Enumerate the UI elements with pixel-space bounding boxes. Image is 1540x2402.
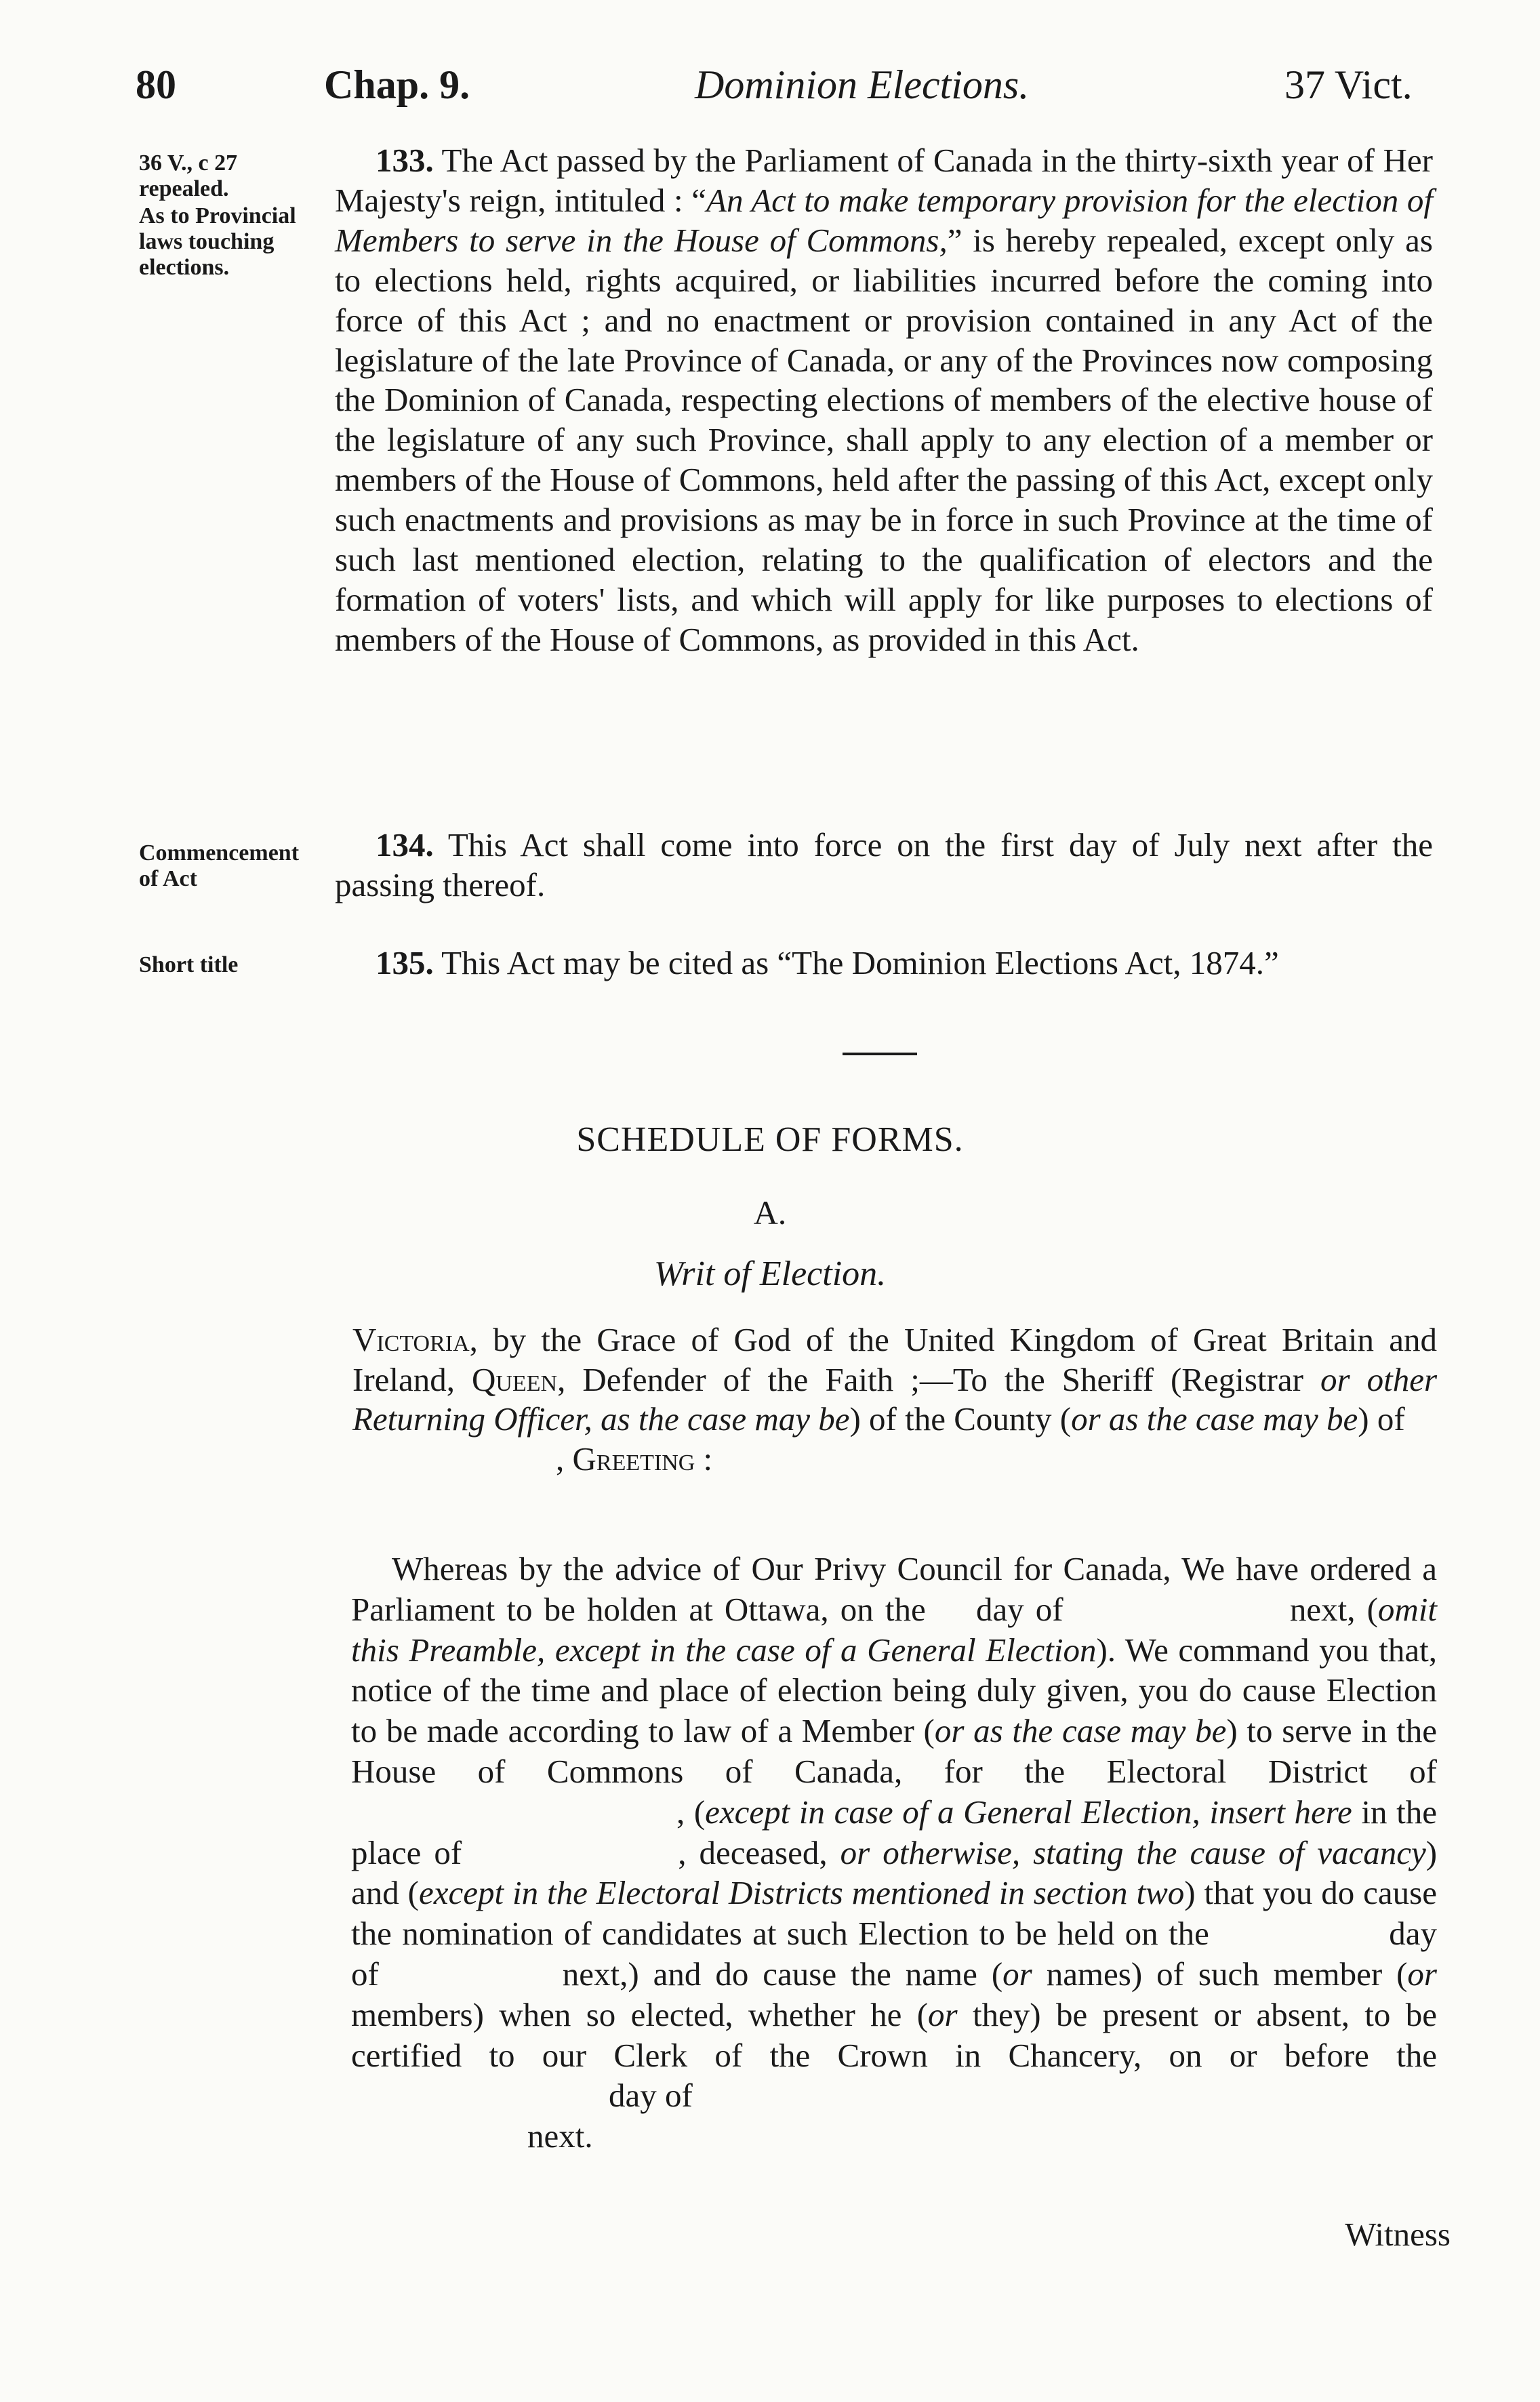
form-letter: A. (753, 1194, 787, 1231)
page-number: 80 (136, 62, 176, 107)
margin-note-commencement: Commencement of Act (139, 840, 300, 891)
section-number: 133. (376, 142, 434, 179)
writ-body: Whereas by the advice of Our Privy Council for Canada, We have ordered a Parliament to be holden at Ottawa, on the day of next, (omit this Preamble, except in the case of a General Election). We command you that, notice of the time and place of election being duly given, you do cause Election to be made according to law of a Member (or as the case may be) to serve in the House of Commons of Canada, for the Electoral District of , (except in case of a General Election, insert here in the place of , deceased, or otherwise, stating the cause of vacancy) and (except in the Electoral Districts mentioned in section two) that you do cause the nomination of candidates at such Election to be held on the day of next,) and do cause the name (or names) of such member (or members) when so elected, whether he (or they) be present or absent, to be certified to our Clerk of the Crown in Chancery, on or before the day of next. (351, 1550, 1438, 2155)
section-133 (335, 141, 1433, 660)
section-divider (843, 1053, 917, 1055)
margin-note-repeal: 36 V., c 27 repealed. (139, 150, 238, 201)
catchword: Witness (1345, 2216, 1451, 2253)
section-text-rest: ” is hereby repealed, except only as to elections held, rights acquired, or liabilities incurred before the coming into force of this Act ; and no enactment or provision contained in any Act of the legislature of the late Province of Canada, or any of the Provinces now composing the Dominion of Canada, respecting elections of members of the elective house of the legislature of any such Province, shall apply to any election of a member or members of the House of Commons, held after the passing of this Act, except only such enactments and provisions as may be in force in such Province at the time of such last mentioned election, relating to the qualification of electors and the formation of voters' lists, and which will apply for like purposes to elections of members of the House of Commons, as provided in this Act. (335, 221, 1434, 658)
regnal-year: 37 Vict. (1284, 62, 1413, 107)
sovereign-name: Victoria, (352, 1321, 478, 1358)
margin-note-short-title: Short title (139, 952, 239, 977)
section-number: 134. (376, 826, 434, 863)
schedule-title: SCHEDULE OF FORMS. (576, 1120, 964, 1159)
margin-note-provincial-laws: As to Provincial laws touching elections. (139, 203, 296, 280)
form-title: Writ of Election. (653, 1255, 887, 1293)
running-title: Dominion Elections. (695, 62, 1030, 107)
section-135 (335, 943, 1433, 983)
section-number: 135. (376, 944, 434, 981)
chapter-heading: Chap. 9. (324, 62, 470, 107)
section-text: This Act shall come into force on the first day of July next after the passing thereof. (335, 826, 1433, 903)
greeting: , Greeting : (556, 1440, 713, 1478)
section-134 (335, 826, 1433, 905)
writ-preamble: Victoria, by the Grace of God of the United Kingdom of Great Britain and Ireland, Queen, Defender of the Faith ;—To the Sheriff (Registrar or other Returning Officer, as the case may be) of the County (or as the case may be) of , Greeting : (352, 1321, 1438, 1478)
section-text: This Act may be cited as “The Dominion Elections Act, 1874.” (441, 944, 1279, 981)
sovereign-title: Queen, (472, 1360, 566, 1398)
section-text: The Act passed by the Parliament of Canada in the thirty-sixth year of Her Majesty's reign, intituled : “ (335, 142, 1433, 219)
act-title: An Act to make temporary provision for the election of Members to serve in the House of Commons, (335, 181, 1434, 259)
